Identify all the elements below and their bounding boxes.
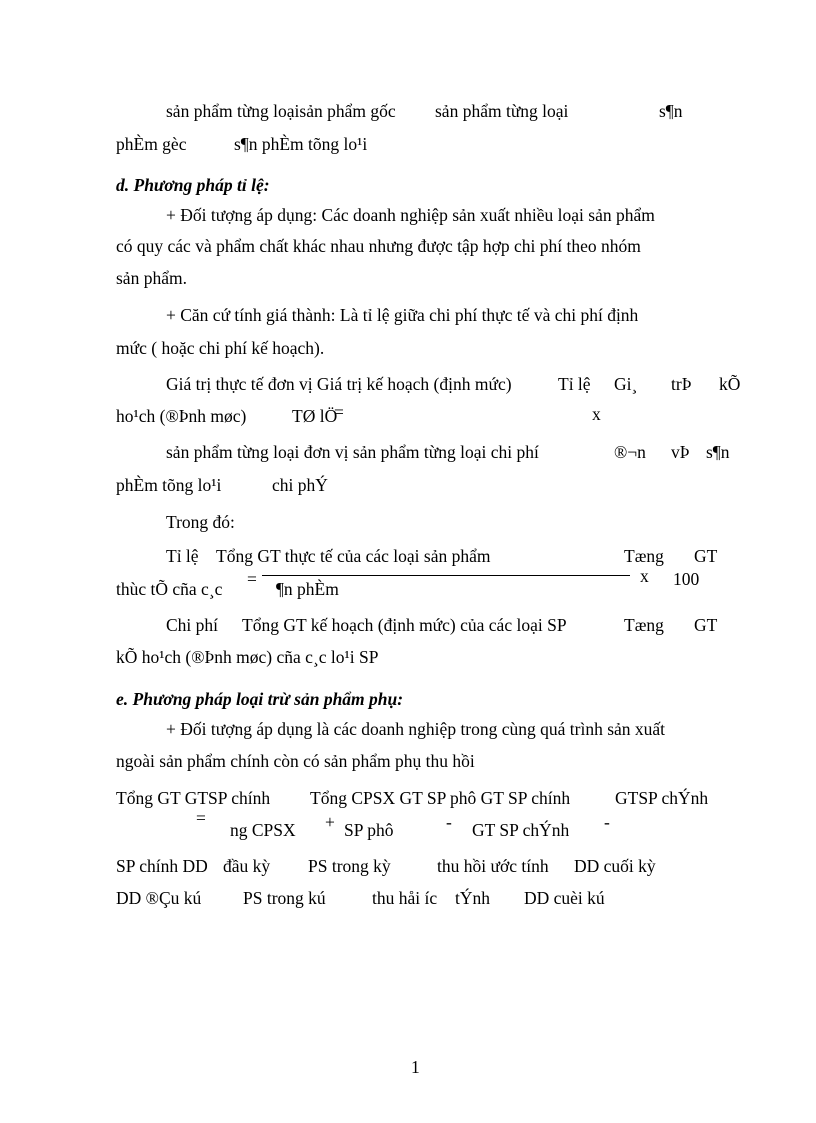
formula-text: chi phÝ xyxy=(272,475,328,495)
equals-sign: = xyxy=(247,569,257,589)
paragraph-line: mức ( hoặc chi phí kế hoạch). xyxy=(116,338,325,358)
text-line: s¶n xyxy=(659,101,683,121)
minus-sign: - xyxy=(446,812,452,832)
formula-text: GT xyxy=(694,546,718,566)
formula-text: ®¬n xyxy=(614,442,646,462)
paragraph-line: + Đối tượng áp dụng là các doanh nghiệp trong cùng quá trình sản xuất xyxy=(166,719,666,739)
formula-text: Chi phí xyxy=(166,615,219,635)
formula-text: Tỉ lệ xyxy=(166,546,199,566)
formula-text: đầu kỳ xyxy=(223,856,271,876)
text-line: Trong đó: xyxy=(166,512,235,532)
formula-text: Gi¸ xyxy=(614,374,638,394)
formula-text: PS trong kú xyxy=(243,888,326,908)
formula-text: Tæng xyxy=(624,615,664,635)
formula-text: GTSP chÝnh xyxy=(615,788,709,808)
formula-text: Tổng CPSX GT SP phô GT SP chính xyxy=(310,788,571,808)
formula-text: tÝnh xyxy=(455,888,490,908)
formula-text: kÕ ho¹ch (®Þnh møc) cña c¸c lo¹i SP xyxy=(116,647,379,667)
plus-sign: + xyxy=(325,812,335,832)
formula-text: trÞ xyxy=(671,374,692,394)
formula-text: Tæng xyxy=(624,546,664,566)
text-line: sản phẩm từng loại xyxy=(435,101,569,121)
formula-text: SP chính DD xyxy=(116,856,208,876)
formula-text: vÞ xyxy=(671,442,690,462)
formula-text: TØ lÖ xyxy=(292,406,338,426)
formula-text: Tỉ lệ xyxy=(558,374,591,394)
paragraph-line: sản phẩm. xyxy=(116,268,187,288)
fraction-bar xyxy=(262,575,630,576)
page-number: 1 xyxy=(411,1057,420,1077)
paragraph-line: ngoài sản phẩm chính còn có sản phẩm phụ thu hồi xyxy=(116,751,475,771)
formula-text: PS trong kỳ xyxy=(308,856,391,876)
formula-text: Tổng GT kế hoạch (định mức) của các loại SP xyxy=(242,615,567,635)
fraction-numerator: Tổng GT thực tế của các loại sản phẩm xyxy=(216,546,491,566)
formula-text: Tổng GT GTSP chính xyxy=(116,788,271,808)
formula-text: ho¹ch (®Þnh møc) xyxy=(116,406,247,426)
formula-text: GT xyxy=(694,615,718,635)
formula-text: kÕ xyxy=(719,374,741,394)
paragraph-line: có quy các và phẩm chất khác nhau nhưng được tập hợp chi phí theo nhóm xyxy=(116,236,641,256)
section-heading-d: d. Phương pháp tỉ lệ: xyxy=(116,175,270,195)
formula-text: s¶n xyxy=(706,442,730,462)
formula-text: SP phô xyxy=(344,820,394,840)
minus-sign: - xyxy=(604,812,610,832)
text-line: sản phẩm từng loạisản phẩm gốc xyxy=(166,101,396,121)
paragraph-line: + Đối tượng áp dụng: Các doanh nghiệp sản xuất nhiều loại sản phẩm xyxy=(166,205,655,225)
formula-text: phÈm tõng lo¹i xyxy=(116,475,222,495)
multiply-sign: x xyxy=(640,566,649,586)
formula-text: ng CPSX xyxy=(230,820,296,840)
paragraph-line: + Căn cứ tính giá thành: Là tỉ lệ giữa chi phí thực tế và chi phí định xyxy=(166,305,639,325)
formula-text: DD ®Çu kú xyxy=(116,888,202,908)
formula-text: Giá trị thực tế đơn vị Giá trị kế hoạch (định mức) xyxy=(166,374,512,394)
fraction-denominator: ¶n phÈm xyxy=(276,579,339,599)
formula-text: GT SP chÝnh xyxy=(472,820,570,840)
text-line: s¶n phÈm tõng lo¹i xyxy=(234,134,368,154)
formula-text: thu hồi ước tính xyxy=(437,856,549,876)
formula-text: DD cuối kỳ xyxy=(574,856,656,876)
equals-sign: = xyxy=(334,402,344,422)
multiply-sign: x xyxy=(592,404,601,424)
text-line: phÈm gèc xyxy=(116,134,187,154)
formula-text: 100 xyxy=(673,569,700,589)
formula-text: DD cuèi kú xyxy=(524,888,605,908)
section-heading-e: e. Phương pháp loại trừ sản phẩm phụ: xyxy=(116,689,404,709)
equals-sign: = xyxy=(196,808,206,828)
formula-text: thu håi íc xyxy=(372,888,438,908)
formula-text: sản phẩm từng loại đơn vị sản phẩm từng loại chi phí xyxy=(166,442,539,462)
formula-text: thùc tÕ cña c¸c xyxy=(116,579,223,599)
